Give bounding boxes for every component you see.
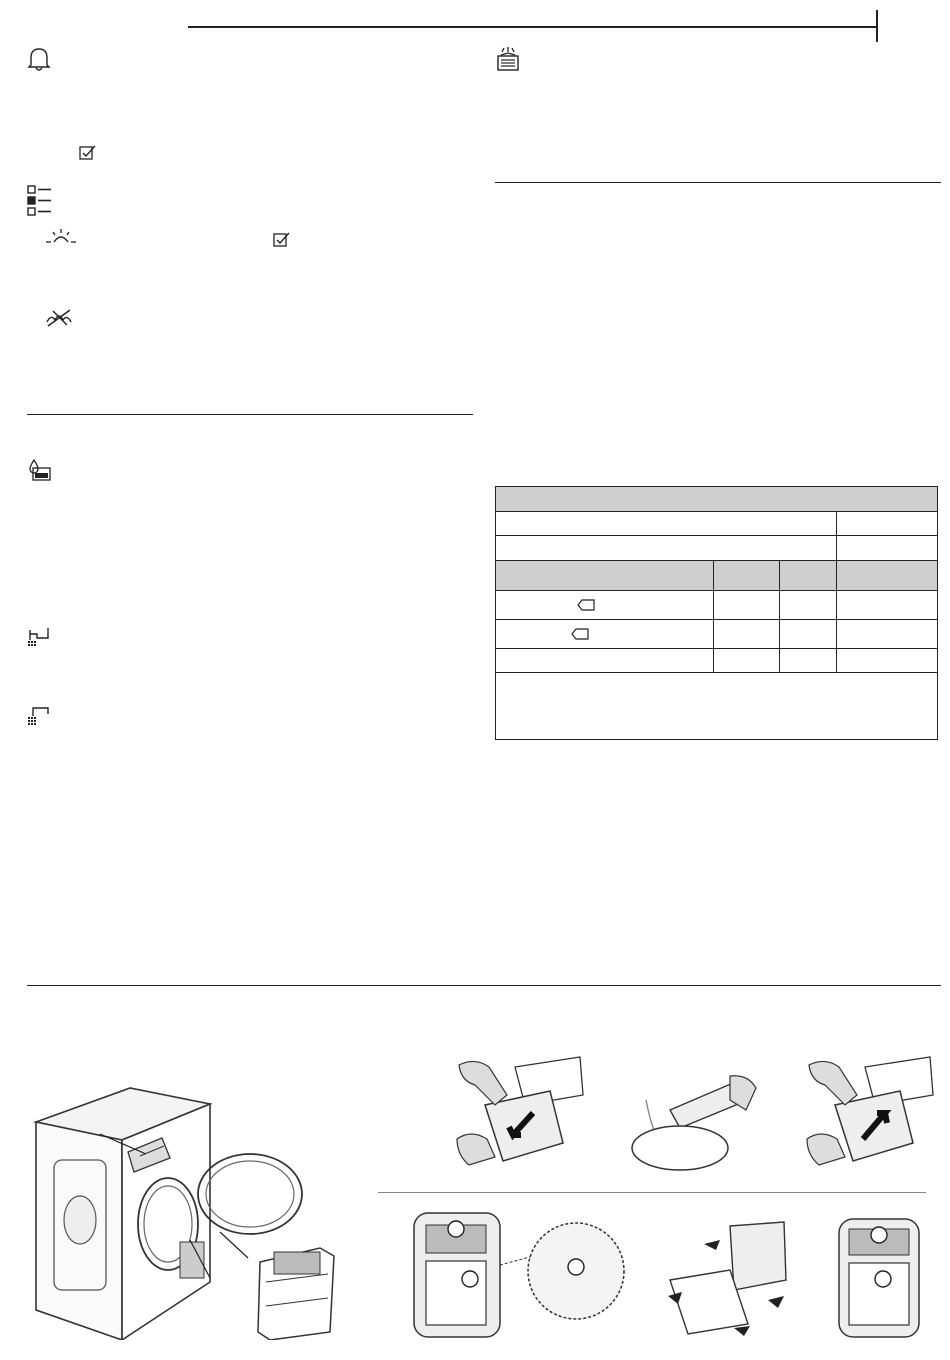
option-list-icon: [27, 185, 53, 217]
filter-close-step: [835, 1215, 925, 1340]
filter-insertion-step: [805, 1055, 935, 1185]
section-divider-left: [27, 414, 473, 415]
bell-icon: [27, 46, 51, 72]
checkbox-checked-icon: [79, 145, 97, 161]
drain-connected-icon: [27, 626, 51, 648]
header-corner-mark: [876, 10, 878, 42]
table-row: [496, 512, 937, 536]
table-column-divider: [713, 561, 714, 673]
table-row: [496, 620, 937, 649]
sun-light-icon: [45, 228, 77, 246]
illustration-divider: [378, 1192, 926, 1193]
no-crease-icon: [45, 308, 73, 328]
filter-rinse-step: [630, 1070, 760, 1175]
table-column-divider: [836, 512, 837, 561]
tag-icon: [571, 628, 589, 640]
info-table: [495, 486, 938, 740]
filter-unfold-step: [660, 1220, 800, 1338]
table-row: [496, 536, 937, 561]
filter-removal-step: [455, 1055, 585, 1185]
table-header-row: [496, 487, 937, 512]
header-rule: [188, 26, 876, 28]
section-divider-right: [495, 182, 941, 183]
table-row: [496, 591, 937, 620]
drain-disconnected-icon: [27, 704, 51, 726]
section-divider-bottom: [27, 985, 941, 986]
tag-icon: [577, 599, 595, 611]
water-container-icon: [27, 459, 51, 481]
steam-container-icon: [496, 46, 520, 72]
dryer-with-open-door: [30, 1082, 350, 1340]
checkbox-checked-icon: [273, 232, 291, 248]
table-row: [496, 649, 937, 673]
table-column-divider: [779, 561, 780, 673]
table-note-row: [496, 673, 937, 739]
table-column-divider: [836, 561, 837, 673]
table-subheader-row: [496, 561, 937, 591]
filter-open-clean-step: [410, 1205, 630, 1340]
